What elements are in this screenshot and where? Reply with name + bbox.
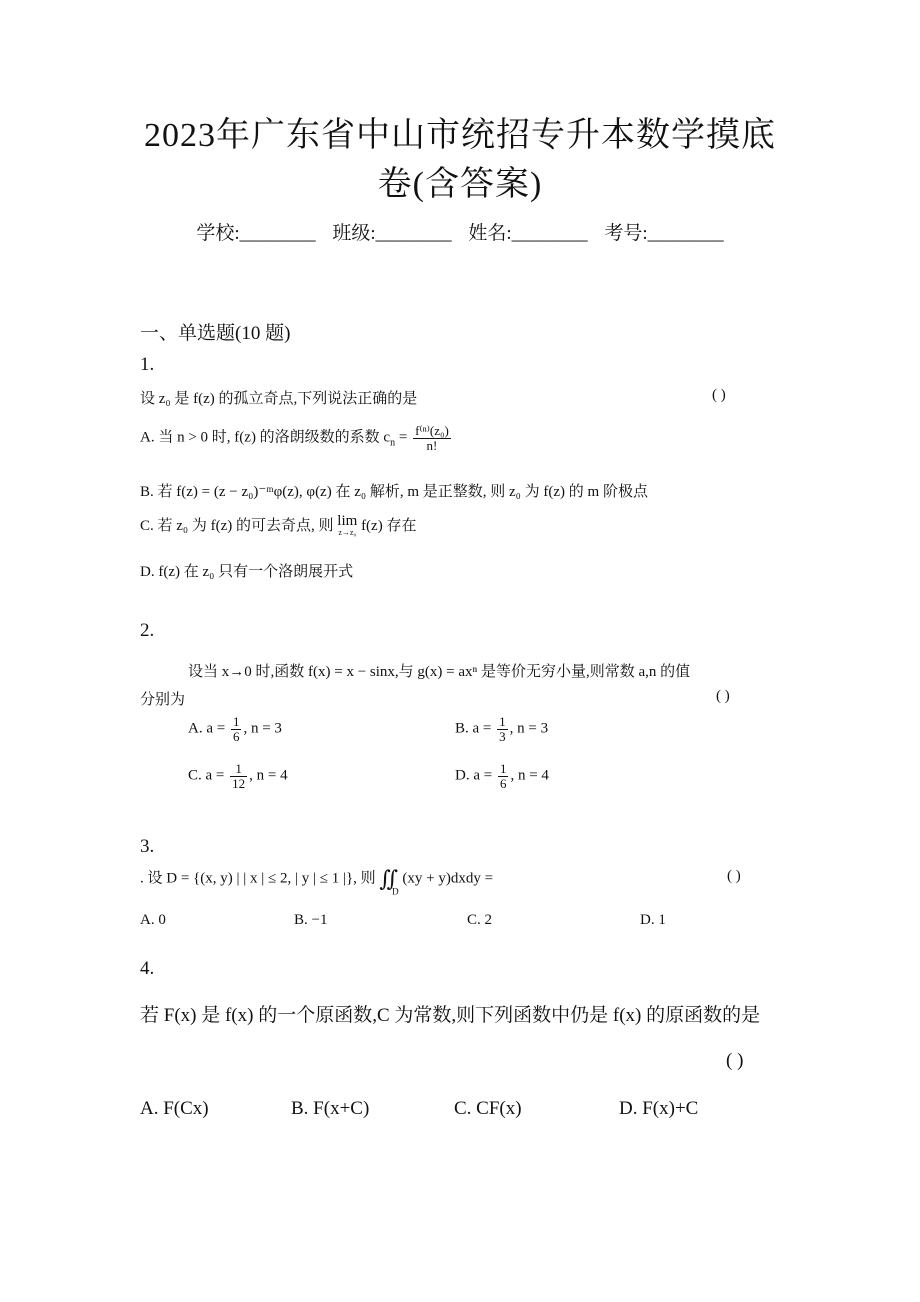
q3-option-c: C. 2	[467, 912, 493, 928]
q4-number: 4.	[140, 958, 155, 979]
q1-answer-paren: ( )	[712, 387, 726, 403]
class-field: 班级:________	[332, 223, 452, 244]
school-field: 学校:________	[196, 223, 316, 244]
q3-stem-post: (xy + y)dxdy =	[402, 870, 494, 887]
q2-option-b-num: 1	[499, 714, 506, 729]
student-info-row	[0, 218, 920, 245]
q1-option-c-limit	[337, 514, 357, 537]
q4-option-c: C. CF(x)	[454, 1098, 522, 1119]
q2-option-d-pre: D. a =	[455, 767, 493, 784]
q4-option-a: A. F(Cx)	[140, 1098, 209, 1119]
q2-answer-paren: ( )	[716, 688, 730, 704]
document-title-line-1: 2023年广东省中山市统招专升本数学摸底	[144, 117, 776, 154]
q2-option-d	[455, 762, 549, 790]
q4-option-b: B. F(x+C)	[291, 1098, 370, 1119]
q4-answer-paren: ( )	[726, 1050, 744, 1071]
q2-stem: 设当 x→0 时,函数 f(x) = x − sinx,与 g(x) = axⁿ 是等价无穷小量,则常数 a,n 的值	[188, 664, 691, 680]
double-integral-sign: ∬	[379, 866, 393, 891]
q1-option-c	[140, 514, 416, 537]
q4-stem: 若 F(x) 是 f(x) 的一个原函数,C 为常数,则下列函数中仍是 f(x) 的原函数的是	[140, 1005, 761, 1026]
q2-option-a-post: , n = 3	[243, 720, 282, 737]
q2-option-b-post: , n = 3	[509, 720, 549, 737]
q3-option-a: A. 0	[140, 912, 166, 928]
q3-number: 3.	[140, 836, 155, 857]
q2-option-d-post: , n = 4	[510, 767, 549, 784]
q3-option-b: B. −1	[294, 912, 328, 928]
q2-option-c-den: 12	[232, 775, 246, 791]
q3-answer-paren: ( )	[727, 868, 741, 884]
q2-option-c-post: , n = 4	[249, 767, 288, 784]
document-title-line-2: 卷(含答案)	[377, 166, 543, 203]
q3-stem	[140, 866, 493, 896]
q2-option-c	[188, 762, 288, 790]
q2-stem-cont: 分别为	[140, 692, 186, 708]
q2-option-a-fraction	[231, 715, 242, 743]
q1-option-a-fraction	[413, 424, 451, 452]
name-field: 姓名:________	[468, 223, 588, 244]
q2-option-b-pre: B. a =	[455, 720, 492, 737]
q2-option-d-fraction	[498, 762, 509, 790]
q1-option-c-lim: lim	[337, 513, 358, 529]
q2-option-a-num: 1	[232, 714, 240, 729]
q1-option-c-lim-sub: z→z₀	[338, 528, 357, 537]
q2-option-d-num: 1	[499, 761, 507, 776]
q1-option-a-text: A. 当 n > 0 时, f(z) 的洛朗级数的系数 c	[140, 429, 391, 446]
q1-option-b: B. 若 f(z) = (z − z₀)⁻ᵐφ(z), φ(z) 在 z₀ 解析, m 是正整数, 则 z₀ 为 f(z) 的 m 阶极点	[140, 484, 648, 500]
q1-option-a-numerator: f⁽ⁿ⁾(z₀)	[415, 423, 449, 438]
q2-option-a-den: 6	[232, 728, 240, 744]
q1-option-a-denominator: n!	[426, 437, 438, 453]
q2-option-c-num: 1	[230, 762, 247, 777]
q4-option-d: D. F(x)+C	[619, 1098, 699, 1119]
q3-option-d: D. 1	[640, 912, 666, 928]
q2-option-c-fraction	[230, 762, 247, 790]
q1-option-d: D. f(z) 在 z₀ 只有一个洛朗展开式	[140, 564, 354, 580]
q2-number: 2.	[140, 620, 155, 641]
q1-option-c-pre: C. 若 z₀ 为 f(z) 的可去奇点, 则	[140, 518, 334, 534]
q2-option-b-fraction	[497, 715, 508, 743]
q1-option-a: A. 当 n > 0 时, f(z) 的洛朗级数的系数 $c_n$ = $\frac{\text{f⁽ⁿ⁾(z₀)}}{n!}$	[140, 423, 449, 453]
q3-stem-pre: . 设 D = {(x, y) | | x | ≤ 2, | y | ≤ 1 |}, 则	[140, 870, 376, 887]
exam-number-field: 考号:________	[604, 223, 724, 244]
q2-option-c-pre: C. a =	[188, 767, 225, 784]
q2-option-b-den: 3	[499, 728, 506, 744]
q1-stem: 设 z₀ 是 f(z) 的孤立奇点,下列说法正确的是	[140, 391, 418, 407]
q2-option-a	[188, 715, 282, 743]
integral-region-label: D	[392, 886, 399, 897]
q1-option-c-post: f(z) 存在	[361, 518, 417, 534]
q2-option-b	[455, 715, 548, 743]
q2-option-a-pre: A. a =	[188, 720, 226, 737]
q1-number: 1.	[140, 354, 155, 375]
q2-option-d-den: 6	[499, 775, 507, 791]
section-heading: 一、单选题(10 题)	[140, 323, 291, 344]
